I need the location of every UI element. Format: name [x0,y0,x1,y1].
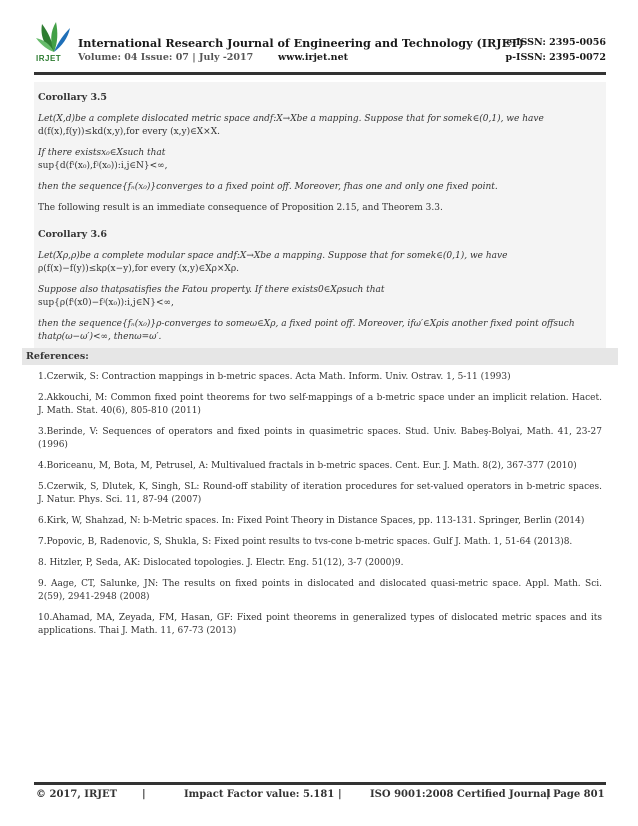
footer-page-number: | Page 801 [546,789,605,800]
corollary-3-5-block [34,82,606,348]
volume-issue: Volume: 04 Issue: 07 | July -2017 [78,52,254,63]
corollary-3-6-line6: thatρ(ω−ω′)<∞, thenω=ω′. [38,332,162,342]
page-header [34,20,606,68]
eissn: e-ISSN: 2395-0056 [506,37,606,48]
reference-item: 3.Berinde, V: Sequences of operators and fixed points in quasimetric spaces. Stud. Univ. Babeş-Bolyai, Math. 41, 23-27 (1996) [38,427,602,450]
corollary-3-5-line4: sup{d(fⁱ(x₀),fʲ(x₀)):i,j∈N}<∞, [38,161,168,171]
corollary-3-6-line1: Let(Xρ,ρ)be a complete modular space andf:X→Xbe a mapping. Suppose that for somek∈(0,1), we have [38,251,508,261]
reference-item: 7.Popovic, B, Radenovic, S, Shukla, S: Fixed point results to tvs-cone b-metric spaces. Gulf J. Math. 1, 51-64 (2013)8. [38,537,573,547]
reference-item: 2.Akkouchi, M: Common fixed point theorems for two self-mappings of a b-metric space under an implicit relation. Hacet. J. Math. Stat. 40(6), 805-810 (2011) [38,393,602,416]
reference-item: 8. Hitzler, P, Seda, AK: Dislocated topologies. J. Electr. Eng. 51(12), 3-7 (2000)9. [38,558,404,568]
reference-item: 9. Aage, CT, Salunke, JN: The results on fixed points in dislocated and dislocated quasi-metric space. Appl. Math. Sci. 2(59), 2941-2948 (2008) [38,579,602,602]
corollary-3-5-title: Corollary 3.5 [38,92,107,103]
reference-item: 4.Boriceanu, M, Bota, M, Petrusel, A: Multivalued fractals in b-metric spaces. Cent. Eur. J. Math. 8(2), 367-377 (2010) [38,461,577,471]
footer-divider [34,782,606,785]
corollary-3-6-line2: ρ(f(x)−f(y))≤kρ(x−y),for every (x,y)∈Xρ×Xρ. [38,264,239,274]
corollary-3-5-condition [34,143,606,177]
corollary-3-6-condition [34,280,606,314]
reference-item: 10.Ahamad, MA, Zeyada, FM, Hasan, GF: Fixed point theorems in generalized types of dislocated metric spaces and its applications. Thai J. Math. 11, 67-73 (2013) [38,613,602,636]
corollary-3-6-conclusion [34,314,606,348]
corollary-3-6-statement [34,246,606,280]
corollary-3-6-line3: Suppose also thatρsatisfies the Fatou property. If there exists0∈Xρsuch that [38,285,385,295]
corollary-3-5-statement [34,109,606,143]
footer-separator: | [142,789,146,800]
website-link[interactable]: www.irjet.net [278,52,349,63]
pissn: p-ISSN: 2395-0072 [505,52,606,63]
corollary-3-5-line3: If there existsx₀∈Xsuch that [38,148,166,158]
reference-item: 5.Czerwik, S, Dlutek, K, Singh, SL: Round-off stability of iteration procedures for set-valued operators in b-metric spaces. J. Natur. Phys. Sci. 11, 87-94 (2007) [38,482,602,505]
journal-title: International Research Journal of Engineering and Technology (IRJET) [78,36,524,50]
corollary-3-6-line5: then the sequence{fₙ(x₀)}ρ-converges to someω∈Xρ, a fixed point off. Moreover, ifω′∈Xρis another fixed point offsuch [38,319,575,329]
header-divider [34,72,606,75]
main-content [26,82,606,646]
reference-item: 6.Kirk, W, Shahzad, N: b-Metric spaces. In: Fixed Point Theory in Distance Spaces, pp. 113-131. Springer, Berlin (2014) [38,516,585,526]
corollary-3-6-line4: sup{ρ(fⁱ(x0)−fʲ(x₀)):i,j∈N}<∞, [38,298,174,308]
corollary-3-6-title: Corollary 3.6 [38,229,107,240]
footer-iso: ISO 9001:2008 Certified Journal [370,789,551,800]
corollary-3-5-line1: Let(X,d)be a complete dislocated metric space andf:X→Xbe a mapping. Suppose that for somek∈(0,1), we have [38,114,544,124]
references-heading: References: [22,348,618,365]
corollary-3-5-conclusion: then the sequence{fₙ(x₀)}converges to a fixed point off. Moreover, fhas one and only one fixed point. [38,182,498,192]
footer-impact-factor: Impact Factor value: 5.181 [184,789,335,800]
footer-copyright: © 2017, IRJET [36,789,118,800]
corollary-3-5-line2: d(f(x),f(y))≤kd(x,y),for every (x,y)∈X×X. [38,127,220,137]
footer-separator: | [338,789,342,800]
references-list [34,365,606,638]
logo-text: IRJET [36,54,62,63]
reference-item: 1.Czerwik, S: Contraction mappings in b-metric spaces. Acta Math. Inform. Univ. Ostrav. 1, 5-11 (1993) [38,372,511,382]
corollary-3-5-note: The following result is an immediate consequence of Proposition 2.15, and Theorem 3.3. [38,203,443,213]
